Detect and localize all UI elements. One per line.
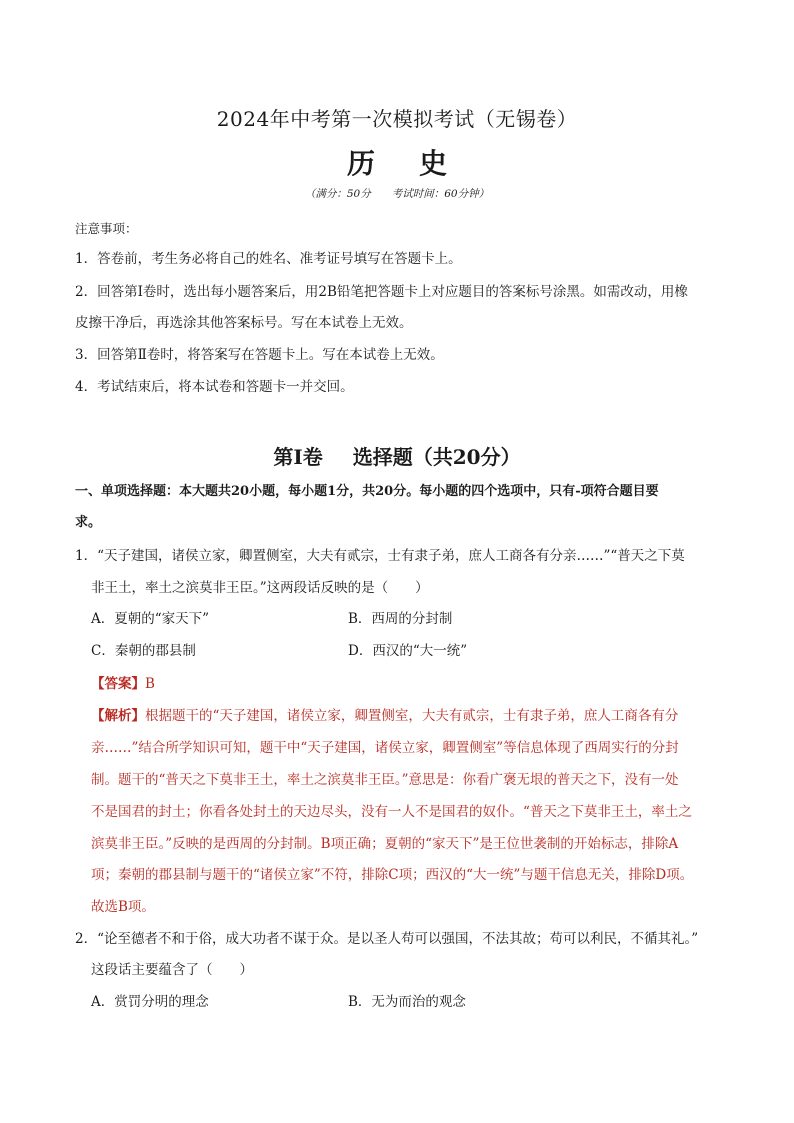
q1-option-a: A．夏朝的“家天下” [91, 611, 210, 627]
section-heading [0, 441, 794, 470]
q1-analysis-line-3: 制。题干的“普天之下莫非王土，率土之滨莫非王臣。”意思是：你看广褒无垠的普天之下，没有一处 [91, 772, 679, 788]
q1-analysis-line-6: 项；秦朝的郡县制与题干的“诸侯立家”不符，排除C项；西汉的“大一统”与题干信息无关，排除D项。 [91, 867, 694, 883]
q2-stem-line-2: 这段话主要蕴含了（ ） [91, 962, 253, 978]
subject-title [0, 142, 794, 182]
instructions-line-1: 一、单项选择题：本大题共20小题，每小题1分，共20分。每小题的四个选项中，只有-项符合题目要 [75, 484, 659, 499]
exam-meta: （满分：50分 考试时间：60分钟） [304, 188, 490, 200]
q1-analysis-line-2: 亲……”结合所学知识可知，题干中“天子建国，诸侯立家，卿置侧室”等信息体现了西周实行的分封 [91, 740, 679, 756]
notice-item-2-cont: 皮擦干净后，再选涂其他答案标号。写在本试卷上无效。 [75, 315, 413, 331]
q1-answer [91, 674, 155, 694]
notice-item-4: 4．考试结束后，将本试卷和答题卡一并交回。 [75, 379, 354, 395]
q1-stem-line-2: 非王土，率土之滨莫非王臣。”这两段话反映的是（ ） [91, 580, 429, 596]
subject-char-1: 历 [346, 147, 375, 180]
q1-option-c: C．秦朝的郡县制 [91, 643, 196, 659]
answer-value: B [145, 676, 155, 692]
notice-item-2: 2．回答第Ⅰ卷时，选出每小题答案后，用2B铅笔把答题卡上对应题目的答案标号涂黑。如需改动，用橡 [75, 284, 688, 300]
q1-analysis-line-7: 故选B项。 [91, 899, 155, 915]
subject-char-2: 史 [419, 147, 448, 180]
analysis-tag: 【解析】 [91, 708, 145, 724]
instructions-line-2: 求。 [75, 515, 102, 530]
notice-item-3: 3．回答第Ⅱ卷时，将答案写在答题卡上。写在本试卷上无效。 [75, 347, 444, 363]
q1-option-d: D．西汉的“大一统” [348, 643, 468, 659]
q1-analysis-line-4: 不是国君的封土；你看各处封土的天边尽头，没有一人不是国君的奴仆。“普天之下莫非王土，率土之 [91, 804, 692, 820]
q1-analysis-line-1 [91, 706, 678, 726]
q2-stem-line-1: 2．“论至德者不和于俗，成大功者不谋于众。是以圣人苟可以强国，不法其故；苟可以利民，不循其礼。” [75, 931, 699, 947]
section-part: 第Ⅰ卷 [273, 445, 323, 469]
notice-item-1: 1．答卷前，考生务必将自己的姓名、准考证号填写在答题卡上。 [75, 251, 462, 267]
q1-option-b: B．西周的分封制 [348, 611, 453, 627]
q2-option-b: B．无为而治的观念 [348, 994, 466, 1010]
answer-tag: 【答案】 [91, 676, 145, 692]
q1-stem-line-1: 1．“天子建国，诸侯立家，卿置侧室，大夫有贰宗，士有隶子弟，庶人工商各有分亲……”“普天之下莫 [75, 548, 685, 564]
q1-analysis-line-5: 滨莫非王臣。”反映的是西周的分封制。B项正确；夏朝的“家天下”是王位世袭制的开始标志，排除A [91, 836, 679, 852]
q2-option-a: A．赏罚分明的理念 [91, 994, 209, 1010]
notice-heading: 注意事项： [75, 221, 138, 236]
section-name: 选择题（共20分） [352, 445, 521, 469]
analysis-text: 根据题干的“天子建国，诸侯立家，卿置侧室，大夫有贰宗，士有隶子弟，庶人工商各有分 [145, 708, 679, 724]
exam-title: 2024年中考第一次模拟考试（无锡卷） [216, 107, 578, 131]
